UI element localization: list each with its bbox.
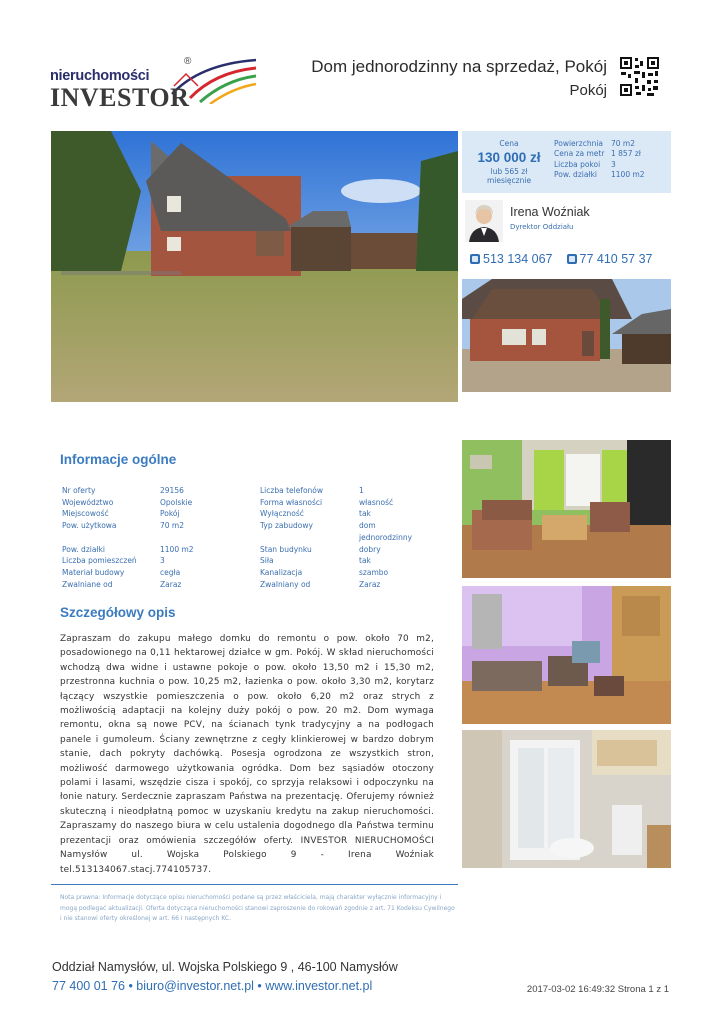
info-label: Kanalizacja xyxy=(260,567,303,577)
info-value: cegła xyxy=(160,567,181,577)
table-row xyxy=(62,508,429,520)
price-value: 130 000 zł xyxy=(477,150,541,165)
info-value: 70 m2 xyxy=(160,521,185,531)
info-label: Liczba pomieszczeń xyxy=(62,556,137,566)
footer-address: Oddział Namysłów, ul. Wojska Polskiego 9 , 46-100 Namysłów xyxy=(52,960,398,974)
phone-number: 513 134 067 xyxy=(483,252,553,266)
info-label: Województwo xyxy=(62,497,114,507)
info-value: Pokój xyxy=(160,509,180,519)
info-value: szambo xyxy=(359,567,389,577)
logo-wordmark-main: INVESTOR xyxy=(50,83,190,112)
info-label: Pow. działki xyxy=(62,544,105,554)
stat-row xyxy=(554,139,645,149)
info-value: Zaraz xyxy=(160,579,182,589)
stat-row xyxy=(554,149,645,159)
table-row xyxy=(62,497,429,509)
footer-date-page: 2017-03-02 16:49:32 Strona 1 z 1 xyxy=(526,984,669,995)
table-row xyxy=(62,567,429,579)
stat-row xyxy=(554,160,645,170)
logo-wordmark-top: nieruchomości xyxy=(50,68,150,84)
stat-row xyxy=(554,170,645,180)
main-property-photo[interactable] xyxy=(51,131,458,402)
info-label: Forma własności xyxy=(260,497,323,507)
stat-label: Powierzchnia xyxy=(554,139,604,148)
info-label: Miejscowość xyxy=(62,509,109,519)
table-row xyxy=(62,485,429,497)
stat-label: Cena za metr xyxy=(554,149,605,159)
gallery-photo-bedroom[interactable] xyxy=(462,586,671,724)
stat-value: 70 m2 xyxy=(611,139,636,148)
info-value: 1 xyxy=(359,486,364,495)
info-label: Stan budynku xyxy=(260,544,312,554)
info-label: Siła xyxy=(260,556,274,566)
info-value: własność xyxy=(359,497,394,507)
property-stats xyxy=(554,139,645,180)
info-value: tak xyxy=(359,556,371,566)
info-label: Zwalniany od xyxy=(260,579,311,589)
gallery-photo-living-room[interactable] xyxy=(462,440,671,578)
info-value: 29156 xyxy=(160,486,184,495)
info-value: 3 xyxy=(160,556,165,566)
info-label: Nr oferty xyxy=(62,486,96,495)
investor-logo[interactable] xyxy=(50,52,255,112)
info-label: Pow. użytkowa xyxy=(62,521,117,531)
info-value: Zaraz xyxy=(359,579,381,589)
phone-link-2[interactable] xyxy=(567,252,653,266)
agent-phones xyxy=(470,252,653,266)
table-row xyxy=(62,520,429,543)
gallery-photo-bathroom[interactable] xyxy=(462,730,671,868)
agent-avatar xyxy=(465,200,503,242)
table-row xyxy=(62,555,429,567)
side-property-photo[interactable] xyxy=(462,279,671,392)
agent-name: Irena Woźniak xyxy=(510,205,590,219)
stat-value: 1 857 zł xyxy=(611,149,641,159)
info-label: Wyłączność xyxy=(260,509,304,519)
legal-note: Nota prawna: Informacje dotyczące opisu nieruchomości podane są przez właściciela, mają charakter wyłącznie informacyjny i mogą podlegać aktualizacji. Oferta dotycząca nieruchomości stanowi zaproszenie do rokowań zgodnie z art. 71 Kodeksu Cywilnego i nie stanowi oferty określonej w art. 66 i następnych KC. xyxy=(60,894,455,922)
divider xyxy=(51,884,458,885)
listing-title: Dom jednorodzinny na sprzedaż, Pokój xyxy=(311,57,607,76)
price-monthly: lub 565 zł miesięcznie xyxy=(486,167,532,185)
section-title-description: Szczegółowy opis xyxy=(60,605,176,620)
info-label: Typ zabudowy xyxy=(260,521,313,531)
phone-link-1[interactable] xyxy=(470,252,553,266)
info-label: Liczba telefonów xyxy=(260,486,324,495)
stat-value: 3 xyxy=(611,159,616,169)
listing-location: Pokój xyxy=(569,82,607,99)
stat-label: Liczba pokoi xyxy=(554,159,601,169)
info-label: Zwalniane od xyxy=(62,579,113,589)
footer-contact-links[interactable]: 77 400 01 76 • biuro@investor.net.pl • www.investor.net.pl xyxy=(52,979,373,993)
info-value: tak xyxy=(359,509,371,519)
info-value: 1100 m2 xyxy=(160,544,194,554)
price-summary xyxy=(470,139,548,185)
stat-label: Pow. działki xyxy=(554,169,597,179)
phone-icon xyxy=(567,254,577,264)
table-row xyxy=(62,544,429,556)
info-value: dom jednorodzinny xyxy=(359,521,413,542)
agent-role: Dyrektor Oddziału xyxy=(510,223,574,231)
price-label: Cena xyxy=(499,139,519,148)
table-row xyxy=(62,579,429,591)
qr-code-icon[interactable] xyxy=(619,56,660,97)
phone-icon xyxy=(470,254,480,264)
section-title-general-info: Informacje ogólne xyxy=(60,452,177,467)
info-table xyxy=(62,485,429,590)
info-label: Materiał budowy xyxy=(62,567,125,577)
info-value: Opolskie xyxy=(160,497,193,507)
description-text: Zapraszam do zakupu małego domku do remontu o pow. około 70 m2, posadowionego na 0,11 hektarowej działce w gm. Pokój. W skład nieruchomości wchodzą dwa widne i ustawne pokoje o pow. około 13,50 m2 i 15,30 m2, przestronna kuchnia o pow. 10,25 m2, łazienka o pow. około 3,30 m2, korytarz łączący wszystkie pomieszczenia o pow. około 6,20 m2 oraz strych z możliwością adaptacji na kolejny duży pokój o pow. 20 m2. Dom wymaga remontu, okna są nowe PCV, na ścianach tynk tradycyjny a na podłogach panele i gumoleum. Ściany zewnętrzne z cegły klinkierowej w bardzo dobrym stanie, dach pokryty dachówką. Posesja ogrodzona ze wszystkich stron, możliwość darmowego użytkowania ogródka. Dom bez sąsiadów otoczony polami i lasami, wszędzie cisza i spokój, co sprzyja relaksowi i odpoczynku na łonie natury. Serdecznie zapraszam Państwa na prezentację. Oferujemy również skuteczną i nieodpłatną pomoc w uzyskaniu kredytu na zakup nieruchomości. Zapraszamy do naszego biura w celu ustalenia dogodnego dla Państwa terminu prezentacji oraz omówienia szczegółów oferty. INVESTOR NIERUCHOMOŚCI Namysłów ul. Wojska Polskiego 9 - Irena Woźniak tel.513134067.stacj.774105737. xyxy=(60,634,434,875)
stat-value: 1100 m2 xyxy=(611,169,645,179)
phone-number: 77 410 57 37 xyxy=(579,252,653,266)
logo-registered-mark: ® xyxy=(184,56,192,67)
info-value: dobry xyxy=(359,544,381,554)
